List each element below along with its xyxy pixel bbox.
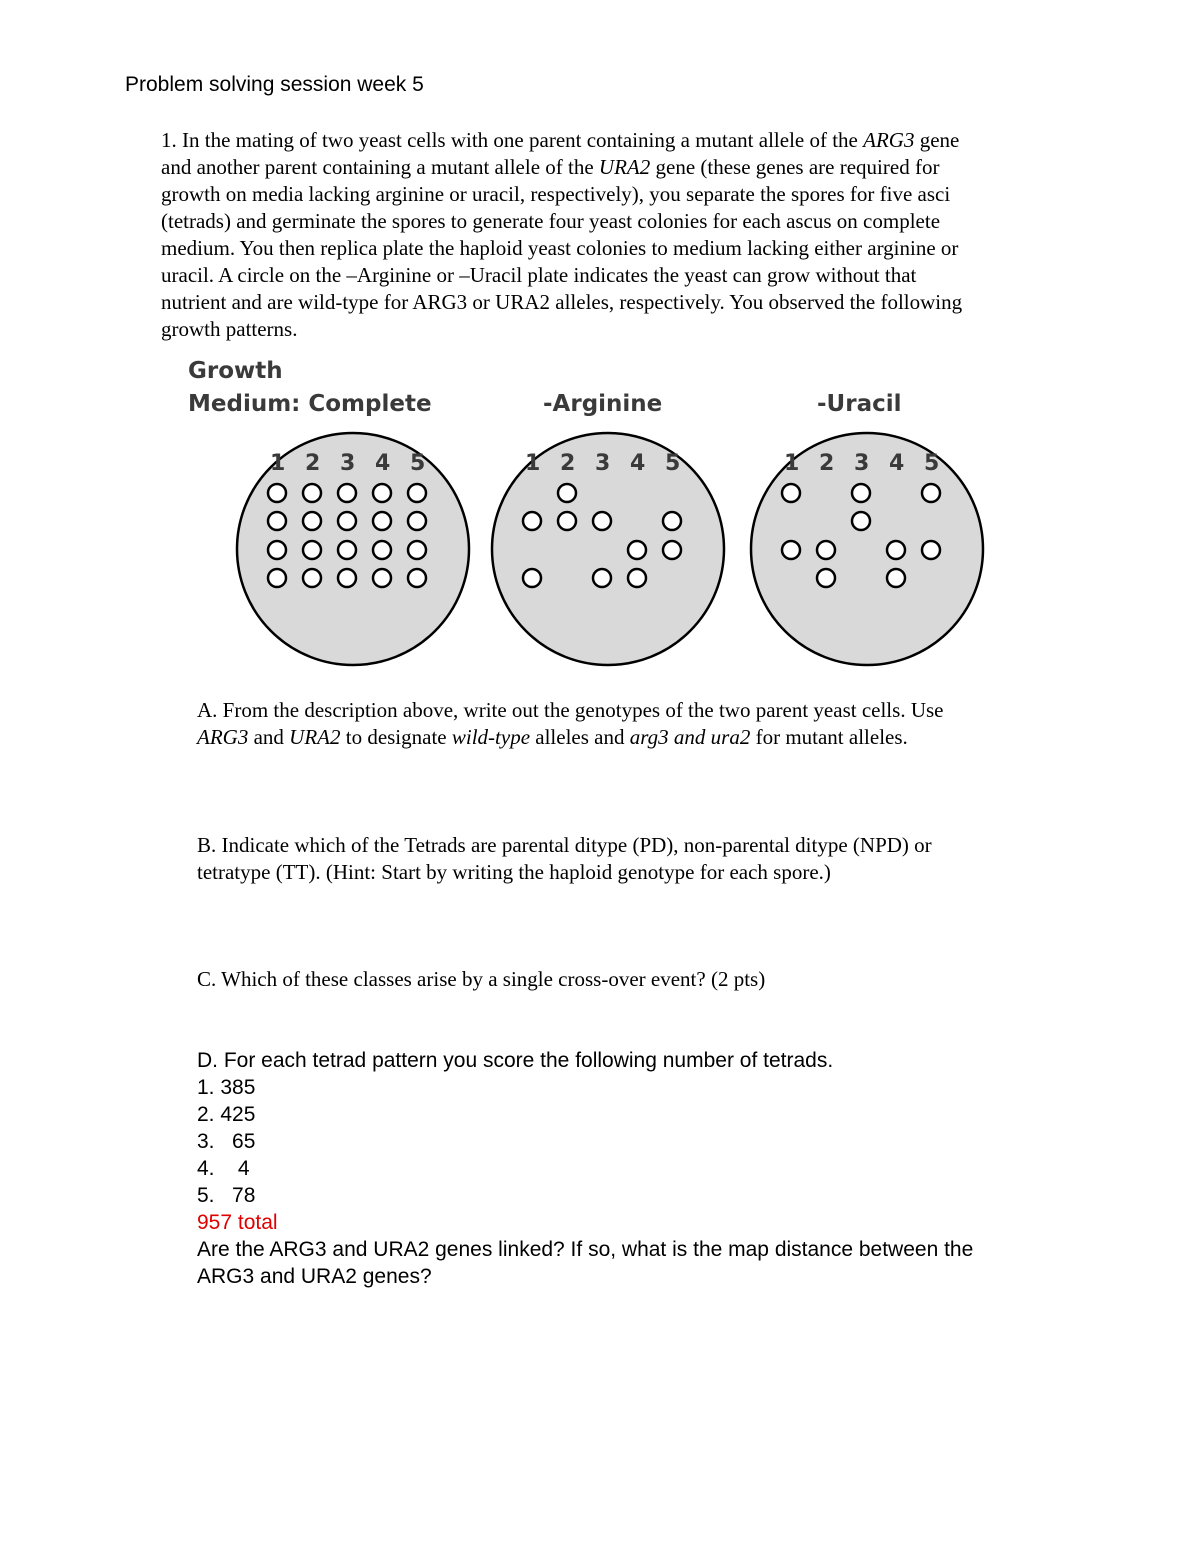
- plate-uracil: [751, 433, 983, 665]
- yeast-colony: [817, 541, 835, 559]
- yeast-colony: [887, 569, 905, 587]
- ascus-label-4: 4: [630, 451, 646, 476]
- question-1-text: [161, 127, 1091, 343]
- ascus-label-1: 1: [525, 451, 541, 476]
- yeast-colony: [303, 484, 321, 502]
- yeast-colony: [303, 512, 321, 530]
- q1-text: and another parent containing a mutant allele of the: [161, 155, 599, 179]
- ascus-label-2: 2: [305, 451, 321, 476]
- plate-arginine: [492, 433, 724, 665]
- ascus-label-1: 1: [784, 451, 800, 476]
- part-b-line-2: tetratype (TT). (Hint: Start by writing the haploid genotype for each spore.): [197, 860, 831, 884]
- yeast-colony: [523, 569, 541, 587]
- yeast-colony: [852, 512, 870, 530]
- tetrad-count-2: 2. 425: [197, 1103, 256, 1126]
- yeast-colony: [628, 569, 646, 587]
- ascus-label-5: 5: [410, 451, 426, 476]
- ascus-label-1: 1: [270, 451, 286, 476]
- q1-line-4: (tetrads) and germinate the spores to generate four yeast colonies for each ascus on complete: [161, 209, 941, 233]
- yeast-colony: [373, 541, 391, 559]
- ascus-label-2: 2: [560, 451, 576, 476]
- yeast-colony: [782, 541, 800, 559]
- replica-plate-figure: [160, 350, 1000, 675]
- yeast-colony: [303, 541, 321, 559]
- part-a: [197, 697, 1097, 751]
- ascus-label-3: 3: [854, 451, 870, 476]
- tetrad-count-4: 4. 4: [197, 1157, 250, 1180]
- q1-line-8: growth patterns.: [161, 317, 298, 341]
- yeast-colony: [782, 484, 800, 502]
- question-number: 1.: [161, 128, 177, 152]
- ascus-label-4: 4: [375, 451, 391, 476]
- yeast-colony: [268, 512, 286, 530]
- yeast-colony: [593, 512, 611, 530]
- plate-complete: [237, 433, 469, 665]
- yeast-colony: [593, 569, 611, 587]
- q1-text: gene: [914, 128, 960, 152]
- ascus-label-3: 3: [340, 451, 356, 476]
- yeast-colony: [338, 484, 356, 502]
- yeast-colony: [373, 512, 391, 530]
- gene-ura2: URA2: [289, 725, 341, 749]
- yeast-colony: [922, 541, 940, 559]
- part-b-line-1: B. Indicate which of the Tetrads are parental ditype (PD), non-parental ditype (NPD) or: [197, 833, 932, 857]
- ascus-label-5: 5: [924, 451, 940, 476]
- yeast-colony: [408, 569, 426, 587]
- yeast-colony: [268, 484, 286, 502]
- ascus-label-4: 4: [889, 451, 905, 476]
- part-a-text: and: [248, 725, 290, 749]
- tetrad-total: 957 total: [197, 1211, 278, 1234]
- page-title: Problem solving session week 5: [125, 73, 424, 96]
- part-b: [197, 832, 1097, 886]
- yeast-colony: [373, 484, 391, 502]
- yeast-colony: [558, 512, 576, 530]
- yeast-colony: [852, 484, 870, 502]
- yeast-colony: [663, 541, 681, 559]
- yeast-colony: [523, 512, 541, 530]
- gene-arg3: ARG3: [863, 128, 915, 152]
- yeast-colony: [558, 484, 576, 502]
- yeast-colony: [338, 512, 356, 530]
- ascus-label-2: 2: [819, 451, 835, 476]
- header-uracil: -Uracil: [817, 391, 902, 417]
- ascus-label-3: 3: [595, 451, 611, 476]
- part-a-line-2: [197, 724, 1097, 751]
- part-d-heading: D. For each tetrad pattern you score the following number of tetrads.: [197, 1049, 834, 1072]
- ascus-label-5: 5: [665, 451, 681, 476]
- tetrad-count-3: 3. 65: [197, 1130, 256, 1153]
- q1-line-3: growth on media lacking arginine or uracil, respectively), you separate the spores for five asci: [161, 182, 951, 206]
- gene-arg3: ARG3: [197, 725, 249, 749]
- tetrad-count-5: 5. 78: [197, 1184, 256, 1207]
- yeast-colony: [817, 569, 835, 587]
- part-a-text: for mutant alleles.: [750, 725, 908, 749]
- header-arginine: -Arginine: [543, 391, 663, 417]
- header-growth: Growth: [188, 358, 283, 384]
- yeast-colony: [663, 512, 681, 530]
- yeast-colony: [922, 484, 940, 502]
- tetrad-count-1: 1. 385: [197, 1076, 256, 1099]
- yeast-colony: [268, 541, 286, 559]
- plates-svg: [160, 350, 1000, 670]
- yeast-colony: [338, 541, 356, 559]
- wild-type-term: wild-type: [451, 725, 531, 749]
- part-c-line-1: C. Which of these classes arise by a single cross-over event? (2 pts): [197, 967, 766, 991]
- part-a-text: to designate: [340, 725, 452, 749]
- q1-line-1: [161, 127, 1091, 154]
- yeast-colony: [887, 541, 905, 559]
- part-a-line-1: A. From the description above, write out the genotypes of the two parent yeast cells. Use: [197, 698, 944, 722]
- q1-line-6: uracil. A circle on the –Arginine or –Uracil plate indicates the yeast can grow without that: [161, 263, 917, 287]
- yeast-colony: [408, 484, 426, 502]
- part-a-text: alleles and: [530, 725, 630, 749]
- part-d-question-line-2: ARG3 and URA2 genes?: [197, 1265, 432, 1288]
- yeast-colony: [268, 569, 286, 587]
- gene-ura2: URA2: [598, 155, 651, 179]
- q1-text: In the mating of two yeast cells with one parent containing a mutant allele of the: [182, 128, 864, 152]
- q1-line-7: nutrient and are wild-type for ARG3 or URA2 alleles, respectively. You observed the following: [161, 290, 963, 314]
- q1-line-2: [161, 154, 1091, 181]
- yeast-colony: [408, 512, 426, 530]
- part-d-question-line-1: Are the ARG3 and URA2 genes linked? If so, what is the map distance between the: [197, 1238, 974, 1261]
- part-d: [197, 1047, 1157, 1290]
- yeast-colony: [628, 541, 646, 559]
- yeast-colony: [303, 569, 321, 587]
- header-medium-complete: Medium: Complete: [188, 391, 432, 417]
- yeast-colony: [408, 541, 426, 559]
- yeast-colony: [338, 569, 356, 587]
- part-c: [197, 966, 1097, 993]
- mutant-alleles-term: arg3 and ura2: [629, 725, 751, 749]
- q1-line-5: medium. You then replica plate the haploid yeast colonies to medium lacking either arginine or: [161, 236, 959, 260]
- q1-text: gene (these genes are required for: [650, 155, 940, 179]
- yeast-colony: [373, 569, 391, 587]
